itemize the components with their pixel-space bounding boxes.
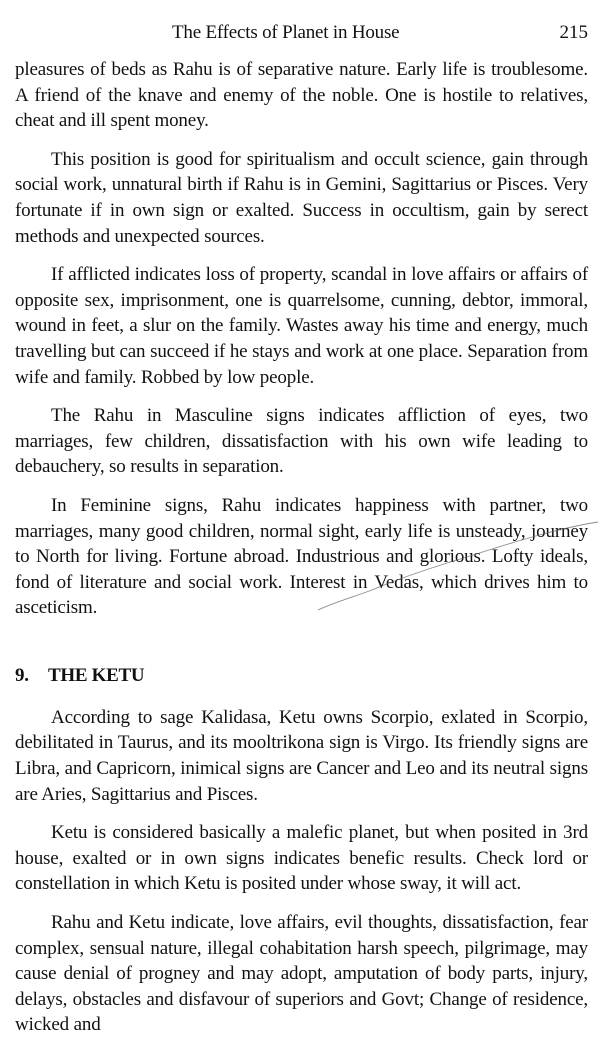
paragraph-rahu-ketu-indications: Rahu and Ketu indicate, love affairs, evil thoughts, dissatisfaction, fear complex, sensual nature, illegal cohabitation harsh speech, pilgrimage, may cause denial of progney and may adopt, amputation of body parts, injury, delays, obstacles and disfavour of superiors and Govt; Change of residence, wicked and (15, 912, 588, 1036)
paragraph-rahu-continuation: pleasures of beds as Rahu is of separative nature. Early life is troublesome. A friend of the knave and enemy of the noble. One is hostile to relatives, cheat and ill spent money. (15, 59, 588, 132)
page-number: 215 (559, 22, 588, 43)
paragraph-rahu-afflicted: If afflicted indicates loss of property, scandal in love affairs or affairs of opposite sex, imprisonment, one is quarrelsome, cunning, debtor, immoral, wound in feet, a slur on the family. Wastes away his time and energy, much travelling but can succeed if he stays and work at one place. Separation from wife and family. Robbed by low people. (15, 264, 588, 388)
paragraph-rahu-spiritualism: This position is good for spiritualism and occult science, gain through social work, unnatural birth if Rahu is in Gemini, Sagittarius or Pisces. Very fortunate if in own sign or exalted. Success in occultism, gain by serect methods and unexpected sources. (15, 148, 588, 247)
running-header-title: The Effects of Planet in House (172, 22, 400, 43)
page-body (15, 57, 588, 1051)
paragraph-rahu-feminine: In Feminine signs, Rahu indicates happiness with partner, two marriages, many good children, normal sight, early life is unsteady, journey to North for living. Fortune abroad. Industrious and glorious. Lofty ideals, fond of literature and social work. Interest in Vedas, which drives him to asceticism. (15, 494, 588, 619)
running-header (0, 22, 600, 46)
section-title: THE KETU (48, 664, 145, 686)
paragraph-ketu-malefic: Ketu is considered basically a malefic planet, but when posited in 3rd house, exalted or in own signs indicates benefic results. Check lord or constellation in which Ketu is posited under whose sway, it will act. (15, 822, 588, 895)
section-number: 9. (15, 664, 29, 686)
section-heading-ketu (15, 665, 588, 687)
paragraph-ketu-signs: According to sage Kalidasa, Ketu owns Scorpio, exlated in Scorpio, debilitated in Taurus, and its mooltrikona sign is Virgo. Its friendly signs are Libra, and Capricorn, inimical signs are Cancer and Leo and its neutral signs are Aries, Sagittarius and Pisces. (15, 706, 588, 805)
paragraph-rahu-masculine: The Rahu in Masculine signs indicates affliction of eyes, two marriages, few children, dissatisfaction with his own wife leading to debauchery, so results in separation. (15, 405, 588, 478)
